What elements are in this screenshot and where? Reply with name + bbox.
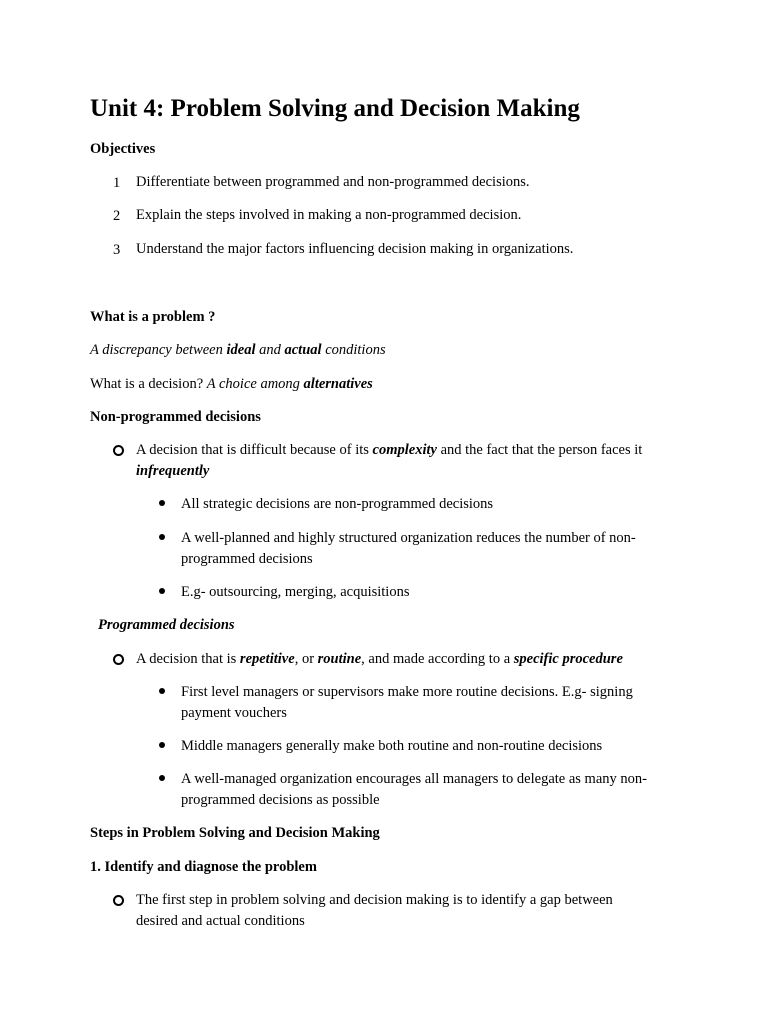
- step1-text-line2: desired and actual conditions: [136, 913, 305, 929]
- emphasis-repetitive: repetitive: [239, 651, 295, 667]
- objective-text: Understand the major factors influencing decision making in organizations.: [136, 241, 574, 257]
- decision-question: What is a decision?: [90, 376, 207, 392]
- list-item: Middle managers generally make both routine and non-routine decisions: [181, 738, 603, 754]
- step1-text-line1: The first step in problem solving and decision making is to identify a gap between: [136, 892, 613, 908]
- text-part: , or: [294, 651, 318, 667]
- bullet-icon: [159, 742, 165, 748]
- hollow-bullet-icon: [113, 895, 124, 906]
- bullet-icon: [159, 534, 165, 540]
- objective-number: 1: [113, 175, 121, 191]
- problem-def-part: A discrepancy between: [90, 342, 227, 358]
- list-item: A well-managed organization encourages all managers to delegate as many non-: [181, 771, 647, 787]
- problem-heading: What is a problem ?: [90, 309, 216, 325]
- objective-number: 2: [113, 208, 121, 224]
- emphasis-routine: routine: [317, 651, 362, 667]
- problem-def-part: and: [255, 342, 285, 358]
- problem-def-part: conditions: [321, 342, 386, 358]
- list-item: All strategic decisions are non-programmed decisions: [181, 496, 494, 512]
- emphasis-infrequently: infrequently: [136, 463, 210, 479]
- text-part: , and made according to a: [361, 651, 514, 667]
- emphasis-specific-procedure: specific procedure: [513, 651, 623, 667]
- objective-number: 3: [113, 242, 121, 258]
- hollow-bullet-icon: [113, 654, 124, 665]
- hollow-bullet-icon: [113, 445, 124, 456]
- problem-def-actual: actual: [284, 342, 322, 358]
- bullet-icon: [159, 588, 165, 594]
- list-item-continued: payment vouchers: [181, 705, 287, 721]
- programmed-heading: Programmed decisions: [98, 617, 235, 633]
- decision-alternatives: alternatives: [303, 376, 373, 392]
- steps-heading: Steps in Problem Solving and Decision Making: [90, 825, 380, 841]
- objective-text: Differentiate between programmed and non-programmed decisions.: [136, 174, 530, 190]
- problem-def-ideal: ideal: [226, 342, 256, 358]
- bullet-icon: [159, 500, 165, 506]
- list-item-continued: programmed decisions as possible: [181, 792, 380, 808]
- bullet-icon: [159, 688, 165, 694]
- list-item-continued: programmed decisions: [181, 551, 313, 567]
- objective-text: Explain the steps involved in making a non-programmed decision.: [136, 207, 522, 223]
- text-part: and the fact that the person faces it: [436, 442, 643, 458]
- objectives-heading: Objectives: [90, 141, 156, 157]
- text-part: A decision that is difficult because of its: [136, 442, 373, 458]
- step1-heading: 1. Identify and diagnose the problem: [90, 859, 317, 875]
- list-item: A well-planned and highly structured organization reduces the number of non-: [181, 530, 636, 546]
- emphasis-complexity: complexity: [372, 442, 437, 458]
- decision-answer: A choice among: [206, 376, 304, 392]
- problem-definition: [90, 340, 386, 361]
- text-part: A decision that is: [136, 651, 240, 667]
- nonprogrammed-main-line1: [136, 440, 642, 461]
- list-item: First level managers or supervisors make more routine decisions. E.g- signing: [181, 684, 633, 700]
- list-item: E.g- outsourcing, merging, acquisitions: [181, 584, 410, 600]
- nonprogrammed-heading: Non-programmed decisions: [90, 409, 261, 425]
- programmed-main: [136, 649, 623, 670]
- bullet-icon: [159, 775, 165, 781]
- decision-definition: [90, 374, 373, 395]
- page-title: Unit 4: Problem Solving and Decision Making: [90, 95, 580, 122]
